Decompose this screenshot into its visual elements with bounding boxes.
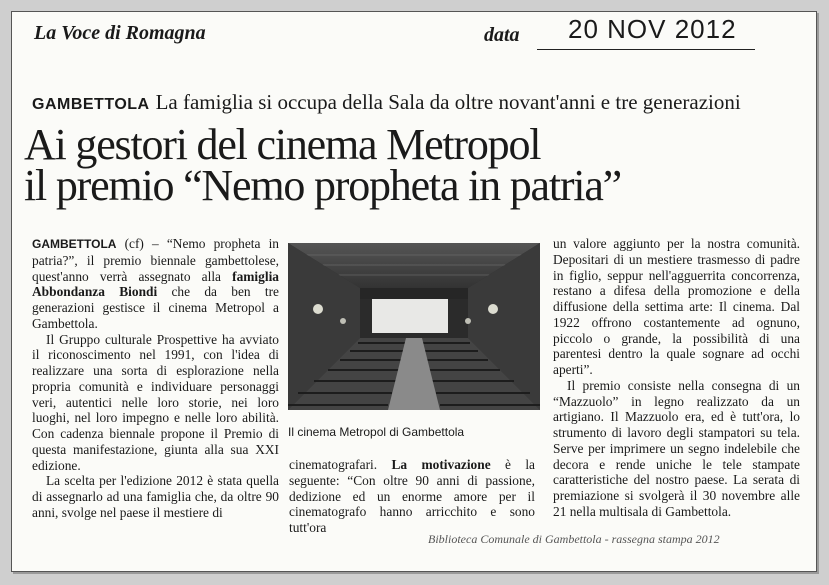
bold-text: La motivazione — [391, 457, 491, 472]
kicker-place: GAMBETTOLA — [32, 96, 150, 113]
article-column-3 — [553, 236, 800, 520]
paragraph: La scelta per l'edizione 2012 è stata quella di assegnarlo ad una famiglia che, da oltre 90 anni, svolge nel paese il mestiere di — [32, 473, 279, 520]
paragraph: Il Gruppo culturale Prospettive ha avviato il riconoscimento nel 1991, con l'idea di realizzare una sorta di esplorazione nella propria comunità e individuare personaggi veri, autentici nelle loro storie, nei loro luoghi, nel loro impegno e nelle loro abilità. Con cadenza biennale propone il Premio di questa manifestazione, giunta alla sua XXI edizione. — [32, 331, 279, 473]
kicker-text: La famiglia si occupa della Sala da oltre novant'anni e tre generazioni — [155, 90, 741, 114]
kicker — [32, 90, 741, 115]
photo-caption: Il cinema Metropol di Gambettola — [288, 425, 465, 439]
paragraph: Il premio consiste nella consegna di un “Mazzuolo” in legno realizzato da un artigiano. Il Mazzuolo era, ed è tutt'ora, lo strumento di lavoro degli stampatori su tela. Serve per imprimere un segno indelebile che decora e rende uniche le tele stampate caratteristiche del nostro paese. La serata di premiazione si svolgerà il 30 novembre alle 21 nella multisala di Gambettola. — [553, 377, 800, 519]
stamp-date: 20 NOV 2012 — [568, 14, 737, 44]
newspaper-name: La Voce di Romagna — [34, 22, 206, 44]
paragraph — [289, 457, 535, 536]
date-label: data — [484, 24, 520, 46]
paragraph: un valore aggiunto per la nostra comunità. Depositari di un mestiere trasmesso di padre in figlio, seppur nell'agguerrita concorrenza, restano a difesa della promozione e della diffusione della settima arte: Il cinema. Dal 1922 offrono costantemente ad ognuno, piccolo o grande, la possibilità di una parentesi dentro la quale sognare ad occhi aperti”. — [553, 236, 800, 377]
headline — [24, 120, 621, 210]
text: è la seguente: “Con oltre 90 anni di passione, dedizione ed un enorme amore per il cinematografo hanno arricchito e sono tutt'ora — [289, 457, 535, 535]
headline-line-1: Ai gestori del cinema Metropol — [24, 120, 541, 169]
text: che da ben tre generazioni gestisce il cinema Metropol a Gambettola. — [32, 284, 279, 331]
archive-stamp: Biblioteca Comunale di Gambettola - rassegna stampa 2012 — [428, 532, 720, 546]
text: cinematografari. — [289, 457, 392, 472]
cinema-hall-image — [288, 243, 540, 410]
article-column-1 — [32, 236, 279, 521]
date-underline — [537, 49, 755, 50]
paragraph — [32, 236, 279, 332]
dateline-place: GAMBETTOLA — [32, 237, 117, 251]
article-column-2 — [289, 457, 535, 536]
cinema-photo — [288, 243, 540, 410]
text: (cf) – “Nemo propheta in patria?”, il premio biennale gambettolese, quest'anno verrà assegnato alla — [32, 236, 279, 284]
bold-text: famiglia Abbondanza Biondi — [32, 268, 279, 300]
headline-line-2: il premio “Nemo propheta in patria” — [24, 161, 621, 210]
